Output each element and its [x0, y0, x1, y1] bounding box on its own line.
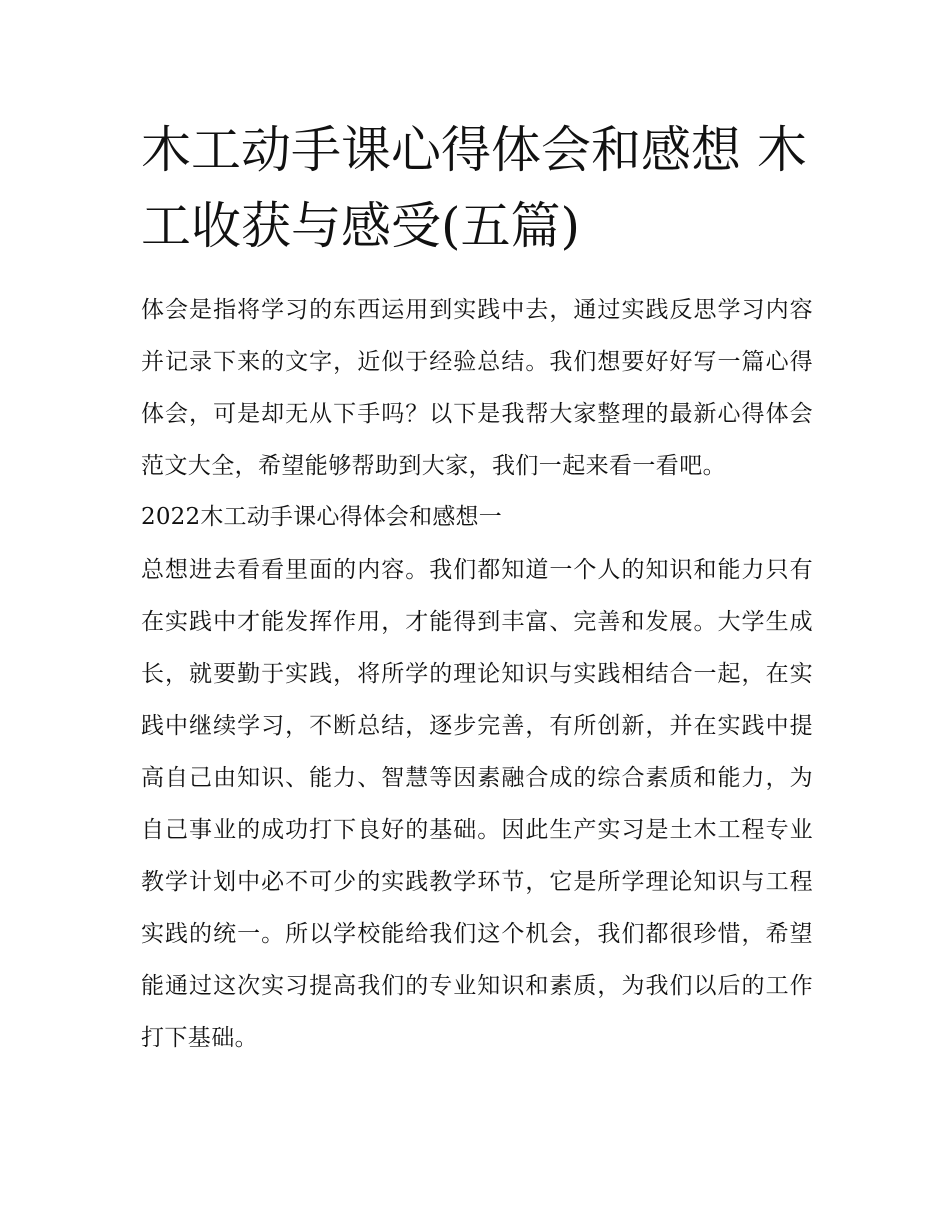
document-page: [141, 112, 813, 1064]
section-heading: 2022木工动手课心得体会和感想一: [141, 504, 502, 530]
intro-paragraph: 体会是指将学习的东西运用到实践中去，通过实践反思学习内容并记录下来的文字，近似于经验总结。我们想要好好写一篇心得体会，可是却无从下手吗？以下是我帮大家整理的最新心得体会范文大全，希望能够帮助到大家，我们一起来看一看吧。: [141, 297, 813, 479]
body-paragraph: 总想进去看看里面的内容。我们都知道一个人的知识和能力只有在实践中才能发挥作用，才能得到丰富、完善和发展。大学生成长，就要勤于实践，将所学的理论知识与实践相结合一起，在实践中继续学习，不断总结，逐步完善，有所创新，并在实践中提高自己由知识、能力、智慧等因素融合成的综合素质和能力，为自己事业的成功打下良好的基础。因此生产实习是土木工程专业教学计划中必不可少的实践教学环节，它是所学理论知识与工程实践的统一。所以学校能给我们这个机会，我们都很珍惜，希望能通过这次实习提高我们的专业知识和素质，为我们以后的工作打下基础。: [141, 557, 813, 1051]
document-title: 木工动手课心得体会和感想 木工收获与感受(五篇): [141, 121, 807, 255]
